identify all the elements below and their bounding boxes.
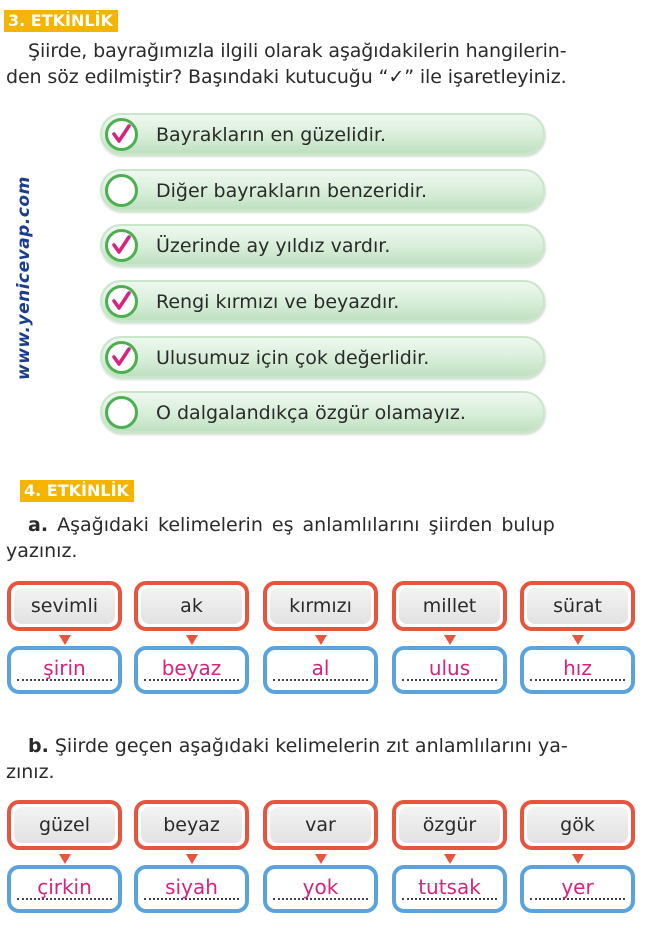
word-box xyxy=(520,581,635,631)
answer-text: çirkin xyxy=(37,875,92,899)
answer-box[interactable] xyxy=(263,646,378,694)
part-a-instruction-line1: Aşağıdaki kelimelerin eş anlamlılarını şiirden bulup xyxy=(57,514,555,536)
checkmark-icon xyxy=(108,344,135,371)
option-label: Diğer bayrakların benzeridir. xyxy=(156,180,428,202)
activity-4-tag: 4. ETKİNLİK xyxy=(20,480,134,502)
arrow-down-icon xyxy=(58,634,72,646)
answer-box[interactable] xyxy=(134,646,249,694)
arrow-down-icon xyxy=(58,853,72,865)
answer-box[interactable] xyxy=(392,865,507,913)
word-box xyxy=(134,800,249,850)
answer-text: şirin xyxy=(43,656,86,680)
option-label: Rengi kırmızı ve beyazdır. xyxy=(156,291,400,313)
activity-3-instruction-line1: Şiirde, bayrağımızla ilgili olarak aşağıdakilerin hangilerin- xyxy=(28,40,567,62)
arrow-down-icon xyxy=(314,853,328,865)
arrow-down-icon xyxy=(185,634,199,646)
part-a-instruction-line2: yazınız. xyxy=(6,540,78,562)
option-label: Ulusumuz için çok değerlidir. xyxy=(156,347,430,369)
word-box xyxy=(263,581,378,631)
checkbox-circle[interactable] xyxy=(105,341,138,374)
option-label: O dalgalandıkça özgür olamayız. xyxy=(156,402,466,424)
answer-text: siyah xyxy=(165,875,218,899)
word-text: güzel xyxy=(14,807,115,843)
answer-box[interactable] xyxy=(520,646,635,694)
answer-box[interactable] xyxy=(263,865,378,913)
option-item[interactable] xyxy=(100,224,545,266)
word-text: ak xyxy=(141,588,242,624)
word-box xyxy=(392,581,507,631)
answer-box[interactable] xyxy=(520,865,635,913)
checkbox-circle[interactable] xyxy=(105,229,138,262)
activity-3-tag: 3. ETKİNLİK xyxy=(4,10,118,32)
checkbox-circle[interactable] xyxy=(105,118,138,151)
arrow-down-icon xyxy=(443,853,457,865)
word-text: millet xyxy=(399,588,500,624)
answer-box[interactable] xyxy=(134,865,249,913)
part-b-instruction-line2: zınız. xyxy=(6,761,55,783)
checkmark-icon xyxy=(108,232,135,259)
word-text: kırmızı xyxy=(270,588,371,624)
part-b-instruction xyxy=(6,733,632,785)
answer-text: yer xyxy=(561,875,594,899)
word-text: gök xyxy=(527,807,628,843)
arrow-down-icon xyxy=(571,634,585,646)
arrow-down-icon xyxy=(185,853,199,865)
option-item[interactable] xyxy=(100,391,545,433)
checkmark-icon xyxy=(108,288,135,315)
answer-box[interactable] xyxy=(7,646,122,694)
checkbox-circle[interactable] xyxy=(105,285,138,318)
checkmark-icon xyxy=(108,121,135,148)
answer-text: ulus xyxy=(428,656,471,680)
option-item[interactable] xyxy=(100,336,545,378)
watermark-text: www.yenicevap.com xyxy=(14,176,34,380)
part-a-letter: a. xyxy=(28,514,49,536)
answer-box[interactable] xyxy=(392,646,507,694)
word-text: beyaz xyxy=(141,807,242,843)
option-item[interactable] xyxy=(100,169,545,211)
part-b-letter: b. xyxy=(28,735,49,757)
answer-text: hız xyxy=(563,656,592,680)
word-box xyxy=(134,581,249,631)
option-item[interactable] xyxy=(100,280,545,322)
arrow-down-icon xyxy=(443,634,457,646)
answer-text: al xyxy=(311,656,330,680)
word-box xyxy=(7,581,122,631)
option-label: Üzerinde ay yıldız vardır. xyxy=(156,235,391,257)
activity-3-instruction-line2: den söz edilmiştir? Başındaki kutucuğu “✓” ile işaretleyiniz. xyxy=(6,66,567,88)
answer-text: tutsak xyxy=(418,875,481,899)
option-label: Bayrakların en güzelidir. xyxy=(156,124,387,146)
word-box xyxy=(263,800,378,850)
answer-text: beyaz xyxy=(161,656,222,680)
activity-3-instruction xyxy=(6,38,630,90)
word-text: özgür xyxy=(399,807,500,843)
arrow-down-icon xyxy=(314,634,328,646)
answer-text: yok xyxy=(302,875,339,899)
word-box xyxy=(520,800,635,850)
word-box xyxy=(7,800,122,850)
word-text: var xyxy=(270,807,371,843)
word-box xyxy=(392,800,507,850)
checkbox-circle[interactable] xyxy=(105,174,138,207)
option-item[interactable] xyxy=(100,113,545,155)
checkbox-circle[interactable] xyxy=(105,396,138,429)
word-text: sürat xyxy=(527,588,628,624)
arrow-down-icon xyxy=(571,853,585,865)
answer-box[interactable] xyxy=(7,865,122,913)
word-text: sevimli xyxy=(14,588,115,624)
part-a-instruction xyxy=(6,512,632,564)
part-b-instruction-line1: Şiirde geçen aşağıdaki kelimelerin zıt anlamlılarını ya- xyxy=(54,735,568,757)
